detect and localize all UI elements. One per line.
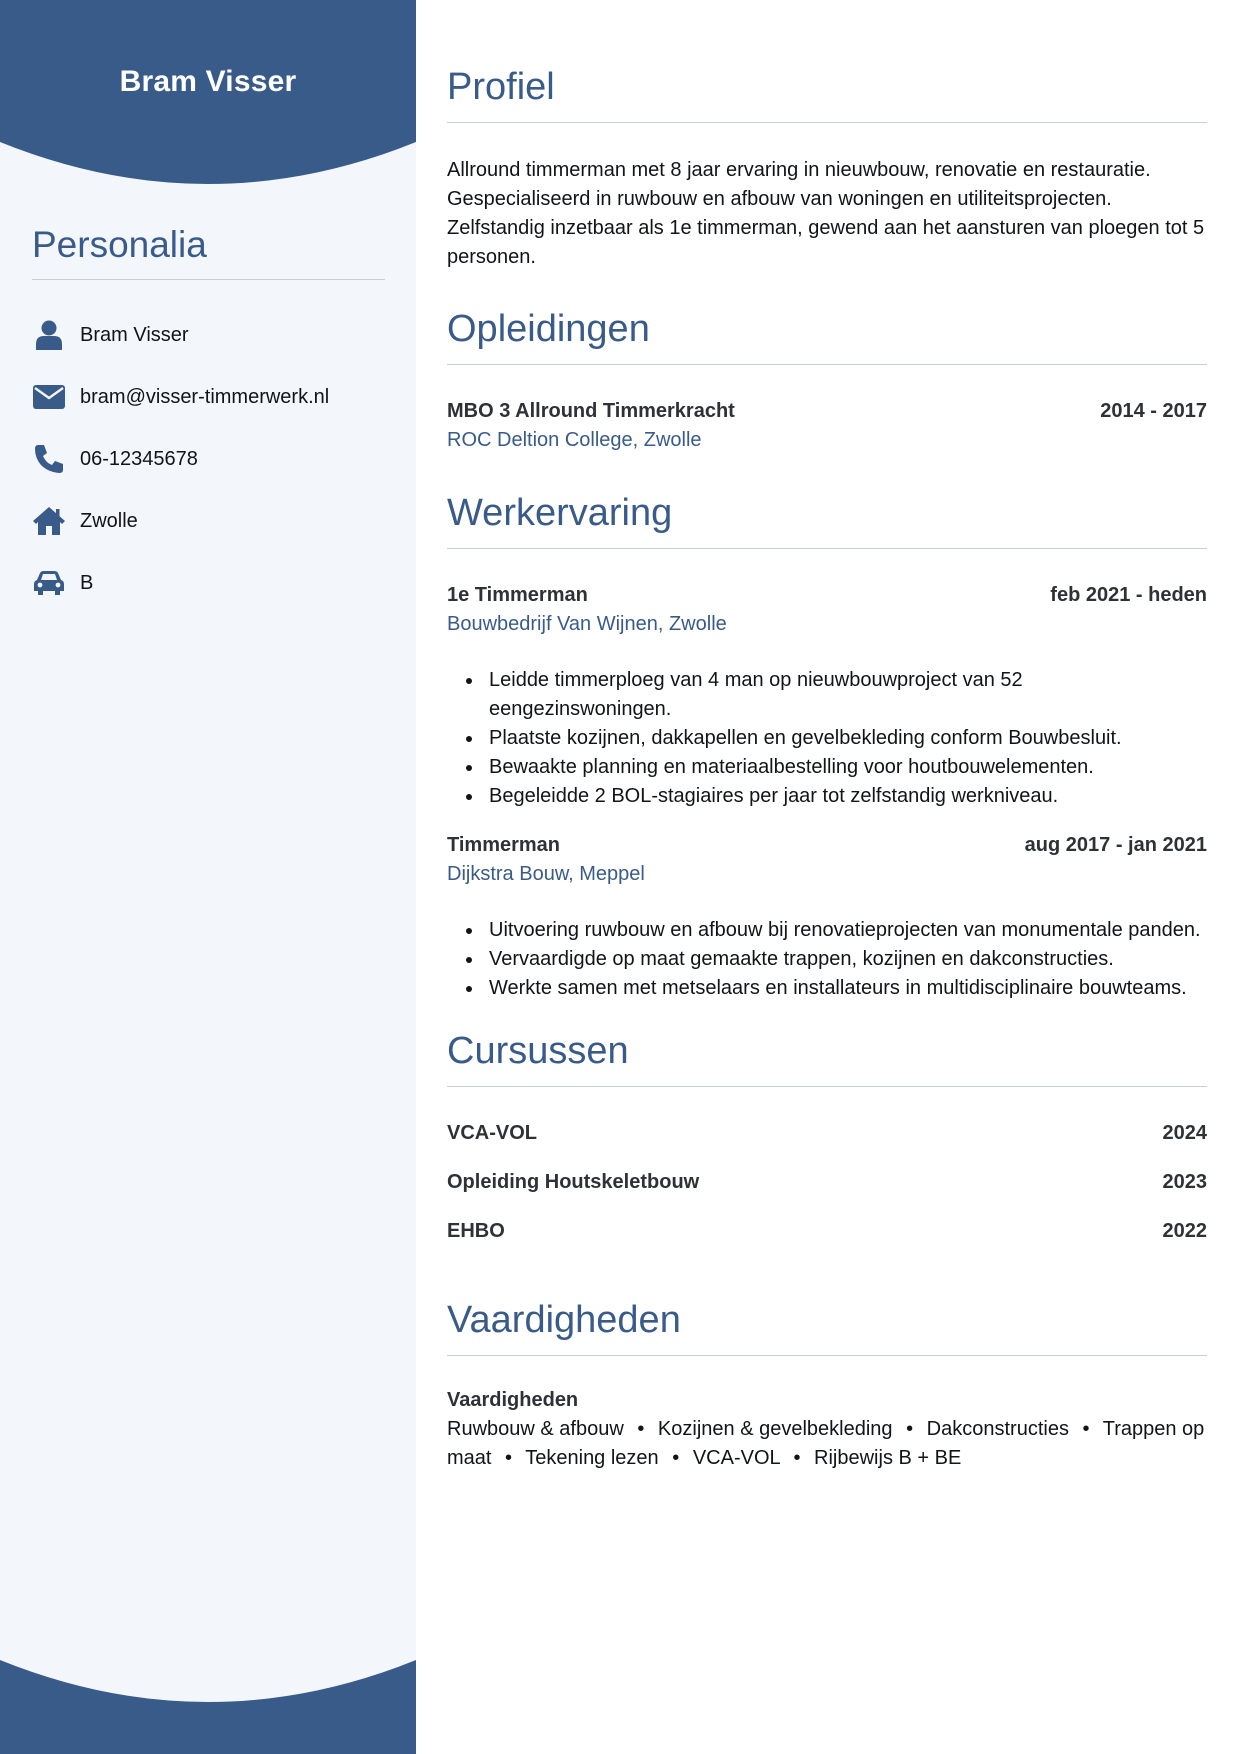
courses-heading: Cursussen <box>447 1030 629 1072</box>
personalia-text: B <box>80 572 94 594</box>
personalia-item <box>32 304 385 366</box>
bullet-item: Werkte samen met metselaars en installateurs in multidisciplinaire bouwteams. <box>489 974 1207 1003</box>
job-bullet-list <box>447 916 1207 1003</box>
personalia-text: Bram Visser <box>80 324 189 346</box>
skill-item: Dakconstructies <box>926 1418 1069 1440</box>
profile-text: Allround timmerman met 8 jaar ervaring in nieuwbouw, renovatie en restauratie. Gespecialiseerd in ruwbouw en afbouw van woningen en utiliteitsprojecten. Zelfstandig inzetbaar als 1e timmerman, gewend aan het aansturen van ploegen tot 5 personen. <box>447 159 1205 268</box>
phone-icon <box>32 443 66 475</box>
skill-separator: • <box>505 1447 513 1469</box>
skill-item: VCA-VOL <box>692 1447 780 1469</box>
bullet-item: Leidde timmerploeg van 4 man op nieuwbouwproject van 52 eengezinswoningen. <box>489 666 1207 724</box>
skill-item: Tekening lezen <box>525 1447 659 1469</box>
education-title: MBO 3 Allround Timmerkracht <box>447 400 735 422</box>
main-content <box>447 0 1207 1473</box>
experience-divider <box>447 548 1207 549</box>
bullet-item: Uitvoering ruwbouw en afbouw bij renovatieprojecten van monumentale panden. <box>489 916 1207 945</box>
course-row <box>447 1119 1207 1168</box>
home-icon <box>32 505 66 537</box>
job-entry <box>447 831 1207 1003</box>
skills-block <box>447 1386 1207 1473</box>
skills-heading: Vaardigheden <box>447 1299 681 1341</box>
personalia-divider <box>32 279 385 280</box>
personalia-heading: Personalia <box>32 224 207 265</box>
course-name: VCA-VOL <box>447 1122 537 1144</box>
course-year: 2023 <box>1162 1171 1207 1193</box>
skill-item: Kozijnen & gevelbekleding <box>657 1418 893 1440</box>
skill-separator: • <box>906 1418 914 1440</box>
course-name: Opleiding Houtskeletbouw <box>447 1171 700 1193</box>
sidebar-footer-arch <box>0 1660 416 1754</box>
personalia-list <box>32 304 385 614</box>
personalia-item <box>32 552 385 614</box>
education-organisation: ROC Deltion College, Zwolle <box>447 429 702 451</box>
job-date: feb 2021 - heden <box>1050 584 1207 606</box>
job-organisation: Dijkstra Bouw, Meppel <box>447 863 645 885</box>
education-heading: Opleidingen <box>447 308 650 350</box>
personalia-item <box>32 428 385 490</box>
education-divider <box>447 364 1207 365</box>
education-date: 2014 - 2017 <box>1100 400 1207 422</box>
personalia-text: Zwolle <box>80 510 138 532</box>
personalia-item <box>32 366 385 428</box>
job-bullet-list <box>447 666 1207 811</box>
skill-item: Rijbewijs B + BE <box>814 1447 962 1469</box>
profile-section <box>447 0 1207 272</box>
profile-heading: Profiel <box>447 66 555 108</box>
skill-separator: • <box>672 1447 680 1469</box>
education-section <box>447 272 1207 455</box>
personalia-text: 06-12345678 <box>80 448 198 470</box>
job-title: Timmerman <box>447 834 561 856</box>
experience-heading: Werkervaring <box>447 492 673 534</box>
course-year: 2024 <box>1162 1122 1207 1144</box>
candidate-name: Bram Visser <box>119 65 297 98</box>
personalia-item <box>32 490 385 552</box>
education-list <box>447 397 1207 455</box>
skills-label: Vaardigheden <box>447 1389 579 1411</box>
course-list <box>447 1119 1207 1266</box>
bullet-item: Bewaakte planning en materiaalbestelling voor houtbouwelementen. <box>489 753 1207 782</box>
experience-section <box>447 455 1207 1003</box>
job-organisation: Bouwbedrijf Van Wijnen, Zwolle <box>447 613 727 635</box>
sidebar <box>0 0 416 1754</box>
skills-section <box>447 1266 1207 1473</box>
person-icon <box>32 319 66 351</box>
job-entry-header <box>447 831 1207 860</box>
skills-divider <box>447 1355 1207 1356</box>
job-title: 1e Timmerman <box>447 584 588 606</box>
bullet-item: Plaatste kozijnen, dakkapellen en gevelbekleding conform Bouwbesluit. <box>489 724 1207 753</box>
job-entry <box>447 581 1207 811</box>
course-year: 2022 <box>1162 1220 1207 1242</box>
skill-separator: • <box>793 1447 801 1469</box>
courses-section <box>447 1003 1207 1266</box>
skill-item: Trappen op maat <box>447 1418 1205 1469</box>
personalia-text: bram@visser-timmerwerk.nl <box>80 386 330 408</box>
personalia-section <box>32 222 385 614</box>
course-row <box>447 1217 1207 1266</box>
experience-list <box>447 581 1207 1003</box>
envelope-icon <box>32 381 66 413</box>
education-entry-header <box>447 397 1207 426</box>
sidebar-footer-shape <box>0 1660 416 1754</box>
course-name: EHBO <box>447 1220 505 1242</box>
bullet-item: Begeleidde 2 BOL-stagiaires per jaar tot zelfstandig werkniveau. <box>489 782 1207 811</box>
bullet-item: Vervaardigde op maat gemaakte trappen, kozijnen en dakconstructies. <box>489 945 1207 974</box>
courses-divider <box>447 1086 1207 1087</box>
job-entry-header <box>447 581 1207 610</box>
course-row <box>447 1168 1207 1217</box>
skill-item: Ruwbouw & afbouw <box>447 1418 624 1440</box>
skills-list <box>447 1415 1207 1473</box>
car-icon <box>32 567 66 599</box>
job-date: aug 2017 - jan 2021 <box>1024 834 1207 856</box>
skill-separator: • <box>637 1418 645 1440</box>
education-entry <box>447 397 1207 455</box>
skill-separator: • <box>1082 1418 1090 1440</box>
profile-divider <box>447 122 1207 123</box>
